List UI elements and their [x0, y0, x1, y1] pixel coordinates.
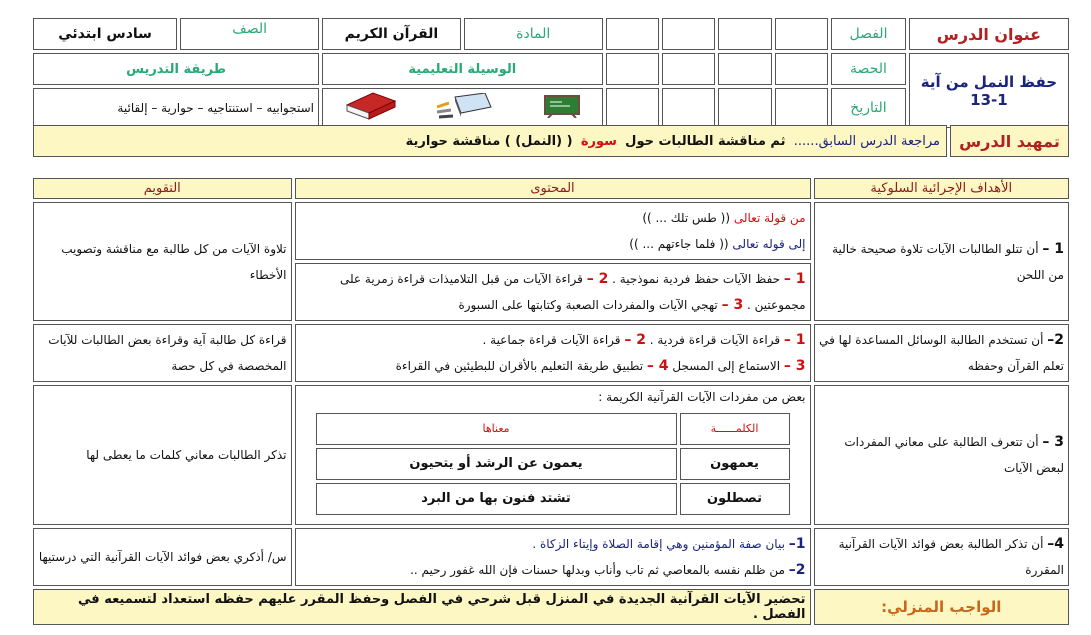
content-1-steps [295, 263, 811, 321]
goal-2 [814, 324, 1069, 382]
period-label: الحصة [831, 53, 906, 85]
goal-text: أن تذكر الطالبة بعض فوائد الآيات القرآنية المقررة [838, 537, 1064, 577]
intro-review: مراجعة الدرس السابق...... [793, 133, 940, 149]
empty-cell [662, 53, 715, 85]
step-text: قراءة الآيات من قبل التلاميذات قراءة زمرية على مجموعتين . [339, 272, 806, 312]
lesson-plan-table [30, 175, 1072, 628]
lesson-intro-table [30, 122, 1072, 160]
empty-cell [606, 53, 659, 85]
homework-text: تحضير الآيات القرآنية الجديدة في المنزل قبل شرحي في الفصل وحفظ المقرر عليهم حفظه استعداد لتسميعه في الفصل . [33, 589, 811, 625]
step-text: قراءة الآيات قراءة جماعية . [482, 333, 621, 347]
teaching-aid-label: الوسيلة التعليمية [322, 53, 603, 85]
goal-1 [814, 202, 1069, 321]
empty-cell [775, 53, 828, 85]
step-text: تهجي الآيات والمفردات الصعبة وكتابتها على السبورة [458, 298, 718, 312]
content-header: المحتوى [295, 178, 811, 199]
vocab-word: تصطلون [680, 483, 790, 515]
goal-number: 3 – [1042, 434, 1064, 450]
step-text: حفظ الآيات حفظ فردية نموذجية . [612, 272, 781, 286]
step-number: 1 – [783, 271, 806, 287]
benefit-text: بيان صفة المؤمنين وهي إقامة الصلاة وإيتاء الزكاة . [532, 537, 785, 551]
intro-surah-word: سورة [580, 133, 617, 149]
evaluation-1: تلاوة الآيات من كل طالبة مع مناقشة وتصويب الأخطاء [33, 202, 292, 321]
empty-cell [718, 53, 771, 85]
lesson-title-label: عنوان الدرس [909, 18, 1069, 50]
verse-to: (( فلما جاءتهم ... )) [629, 237, 729, 251]
step-number: 3 – [721, 297, 744, 313]
evaluation-4: س/ أذكري بعض فوائد الآيات القرآنية التي درستيها [33, 528, 292, 586]
content-1-verses [295, 202, 811, 260]
content-2 [295, 324, 811, 382]
goal-number: 4– [1047, 536, 1064, 552]
evaluation-header: التقويم [33, 178, 292, 199]
step-number: 1 – [783, 332, 806, 348]
semester-label: الفصل [831, 18, 906, 50]
step-text: قراءة الآيات قراءة فردية . [649, 333, 781, 347]
lesson-header-table [30, 15, 1072, 131]
teaching-method-label: طريقة التدريس [33, 53, 319, 85]
eraser-chalk-icon [435, 93, 493, 123]
intro-surah-name: ( (النمل) ) مناقشة حوارية [405, 133, 573, 149]
vocab-word: يعمهون [680, 448, 790, 480]
empty-cell [606, 18, 659, 50]
step-number: 4 – [646, 358, 669, 374]
homework-label: الواجب المنزلي: [814, 589, 1069, 625]
evaluation-2: قراءة كل طالبة آية وقراءة بعض الطالبات للآيات المخصصة في كل حصة [33, 324, 292, 382]
goal-number: 1 – [1042, 240, 1064, 257]
lesson-name: حفظ النمل من آية 1-13 [909, 53, 1069, 128]
verse-from: (( طس تلك ... )) [642, 211, 731, 225]
empty-cell [775, 18, 828, 50]
step-number: 3 – [783, 358, 806, 374]
goals-header: الأهداف الإجرائية السلوكية [814, 178, 1069, 199]
step-text: الاستماع إلى المسجل [672, 359, 781, 373]
intro-discussion: ثم مناقشة الطالبات حول [625, 133, 786, 149]
subject-label: المادة [464, 18, 603, 50]
word-header: الكلمــــــة [680, 413, 790, 445]
verse-from-label: من قولة تعالى [733, 211, 806, 225]
verse-to-label: إلى قوله تعالى [732, 237, 806, 251]
content-4 [295, 528, 811, 586]
step-number: 2 – [586, 271, 609, 287]
book-icon [343, 91, 397, 125]
benefit-number: 2– [788, 562, 806, 578]
vocab-meaning: تشتد فنون بها من البرد [316, 483, 677, 515]
date-label: التاريخ [831, 88, 906, 128]
goal-number: 2– [1047, 332, 1064, 348]
chalkboard-icon [542, 94, 582, 122]
content-3 [295, 385, 811, 525]
empty-cell [662, 18, 715, 50]
goal-text: أن تستخدم الطالبة الوسائل المساعدة لها في تعلم القرآن وحفظه [819, 333, 1064, 373]
subject-value: القرآن الكريم [322, 18, 461, 50]
intro-label: تمهيد الدرس [950, 125, 1069, 157]
class-value: سادس ابتدئي [33, 18, 177, 50]
vocab-meaning: يعمون عن الرشد أو يتحيون [316, 448, 677, 480]
empty-cell [718, 18, 771, 50]
step-text: تطبيق طريقة التعليم بالأقران للبطيئين في القراءة [395, 359, 644, 373]
benefit-number: 1– [788, 536, 806, 552]
vocab-intro: بعض من مفردات الآيات القرآنية الكريمة : [598, 390, 806, 404]
goal-4 [814, 528, 1069, 586]
vocab-table [313, 410, 793, 518]
goal-text: أن تتلو الطالبات الآيات تلاوة صحيحة خالية من اللحن [832, 241, 1064, 282]
goal-3 [814, 385, 1069, 525]
intro-text [33, 125, 947, 157]
meaning-header: معناها [316, 413, 677, 445]
class-label: الصف [180, 18, 319, 50]
benefit-text: من ظلم نفسه بالمعاصي ثم تاب وأناب وبدلها حسنات فإن الله غفور رحيم .. [410, 563, 785, 577]
evaluation-3: تذكر الطالبات معاني كلمات ما يعطى لها [33, 385, 292, 525]
step-number: 2 – [624, 332, 646, 348]
goal-text: أن تتعرف الطالبة على معاني المفردات لبعض الآيات [844, 435, 1064, 475]
teaching-method-value: استجوابيه – استنتاجيه – حوارية – إلقائية [33, 88, 319, 128]
